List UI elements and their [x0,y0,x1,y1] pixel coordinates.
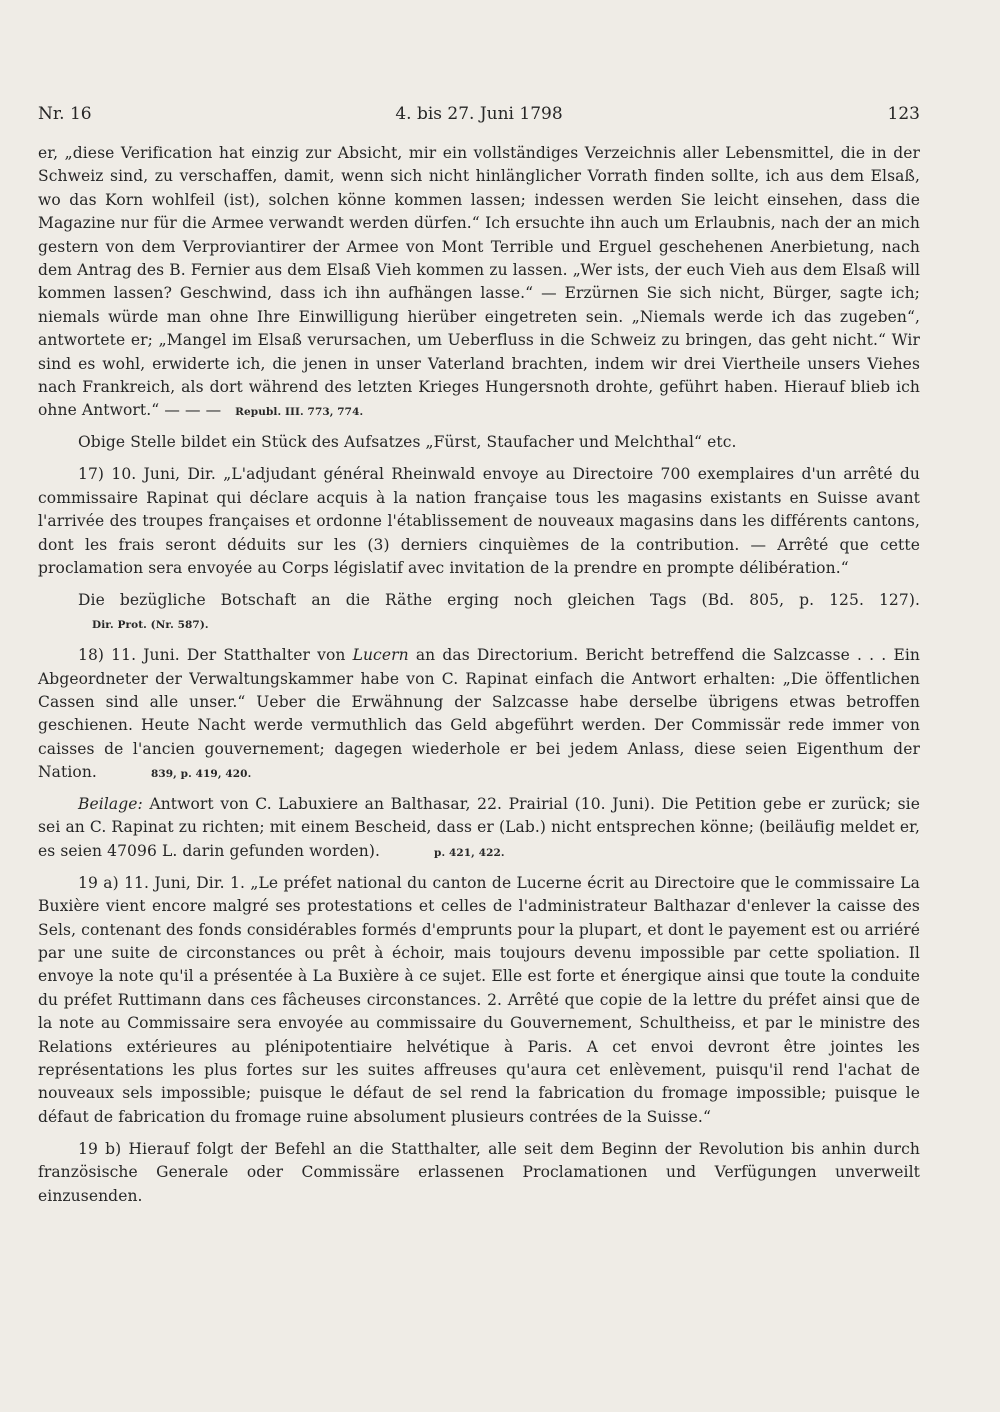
source-reference: p. 421, 422. [434,846,505,859]
paragraph-text: Beilage: Antwort von C. Labuxiere an Balthasar, 22. Prairial (10. Juni). Die Petition gebe er zurück; sie sei an C. Rapinat zu richten; mit einem Bescheid, dass er (Lab.) nicht entsprechen könne; (beiläufig meldet er, es seien 47096 L. darin gefunden worden). [38,795,920,860]
page-header [38,104,920,134]
paragraph-2 [38,431,920,454]
paragraph-text: Die bezügliche Botschaft an die Räthe erging noch gleichen Tags (Bd. 805, p. 125. 127). [78,590,920,609]
paragraph-3 [38,463,920,580]
paragraph-1 [38,142,920,423]
paragraph-text: 17) 10. Juni, Dir. „L'adjudant général Rheinwald envoye au Directoire 700 exemplaires d'un arrêté du commissaire Rapinat qui déclare acquis à la nation française tous les magasins existants en Suisse avant l'arrivée des troupes françaises et ordonne l'établissement de nouveaux magasins dans les différents cantons, dont les frais seront déduits sur les (3) derniers cinquièmes de la contribution. — Arrêté que cette proclamation sera envoyée au Corps législatif avec invitation de la prendre en prompte délibération.“ [38,465,920,577]
paragraph-text: 19 b) Hierauf folgt der Befehl an die Statthalter, alle seit dem Beginn der Revolution bis anhin durch französische Generale oder Commissäre erlassenen Proclamationen und Verfügungen unverweilt einzusenden. [38,1139,920,1205]
source-reference: Dir. Prot. (Nr. 587). [92,619,209,632]
paragraph-6 [38,793,920,863]
paragraph-text: er, „diese Verification hat einzig zur Absicht, mir ein vollständiges Verzeichnis aller Lebensmittel, die in der Schweiz sind, zu verschaffen, damit, wenn sich nicht hinlänglicher Vorrath finden sollte, ich aus dem Elsaß, wo das Korn wohlfeil (ist), solchen könne kommen lassen; indessen werden Sie leicht einsehen, dass die Magazine nur für die Armee verwandt werden dürfen.“ Ich ersuchte ihn auch um Erlaubnis, nach der an mich gestern von dem Verproviantirer der Armee von Mont Terrible und Erguel geschehenen Anerbietung, nach dem Antrag des B. Fernier aus dem Elsaß Vieh kommen zu lassen. „Wer ists, der euch Vieh aus dem Elsaß will kommen lassen? Geschwind, dass ich ihn aufhängen lasse.“ — Erzürnen Sie sich nicht, Bürger, sagte ich; niemals würde man ohne Ihre Einwilligung hierüber eingetreten sein. „Niemals werde ich das zugeben“, antwortete er; „Mangel im Elsaß verursachen, um Ueberfluss in die Schweiz zu bringen, das geht nicht.“ Wir sind es wohl, erwiderte ich, die jenen in unser Vaterland brachten, indem wir drei Viertheile unsers Viehes nach Frankreich, als dort während des letzten Krieges Hungersnoth drohte, geführt haben. Hierauf blieb ich ohne Antwort.“ — — — [38,144,920,420]
paragraph-text: 18) 11. Juni. Der Statthalter von Lucern an das Directorium. Bericht betreffend die Salzcasse . . . Ein Abgeordneter der Verwaltungskammer habe von C. Rapinat einfach die Antwort erhalten: „Die öffentlichen Cassen sind alle unser.“ Ueber die Erwähnung der Salzcasse habe derselbe übrigens etwas betroffen geschienen. Heute Nacht werde vermuthlich das Geld abgeführt werden. Der Commissär rede immer von caisses de l'ancien gouvernement; dagegen wiederhole er bei jedem Anlass, diese seien Eigenthum der Nation. [38,646,920,782]
document-body [38,142,920,1216]
source-reference: 839, p. 419, 420. [150,768,252,781]
paragraph-4 [38,589,920,636]
document-number: Nr. 16 [38,104,92,124]
date-range: 4. bis 27. Juni 1798 [395,104,563,124]
paragraph-text: 19 a) 11. Juni, Dir. 1. „Le préfet national du canton de Lucerne écrit au Directoire que le commissaire La Buxière vient encore malgré ses protestations et celles de l'administrateur Balthazar d'enlever la caisse des Sels, contenant des fonds considérables formés d'emprunts pour la plupart, et dont le payement est ou arriéré par une suite de circonstances ou prêt à échoir, mais toujours devenu impossible par cette spoliation. Il envoye la note qu'il a présentée à La Buxière à ce sujet. Elle est forte et énergique ainsi que toute la conduite du préfet Ruttimann dans ces fâcheuses circonstances. 2. Arrêté que copie de la lettre du préfet ainsi que de la note au Commissaire sera envoyée au commissaire du Gouvernement, Schultheiss, et par le ministre des Relations extérieures au plénipotentiaire helvétique à Paris. A cet envoi devront être jointes les représentations les plus fortes sur les suites affreuses qu'aura cet enlèvement, puisqu'il rend l'achat de nouveaux sels impossible; puisque le défaut de sel rend la fabrication du fromage impossible; puisque le défaut de fabrication du fromage ruine absolument plusieurs contrées de la Suisse.“ [38,873,920,1126]
paragraph-5 [38,644,920,784]
paragraph-7 [38,872,920,1129]
source-reference: Republ. III. 773, 774. [235,406,364,419]
paragraph-text: Obige Stelle bildet ein Stück des Aufsatzes „Fürst, Staufacher und Melchthal“ etc. [78,433,737,452]
paragraph-8 [38,1138,920,1208]
page-number: 123 [887,104,920,124]
